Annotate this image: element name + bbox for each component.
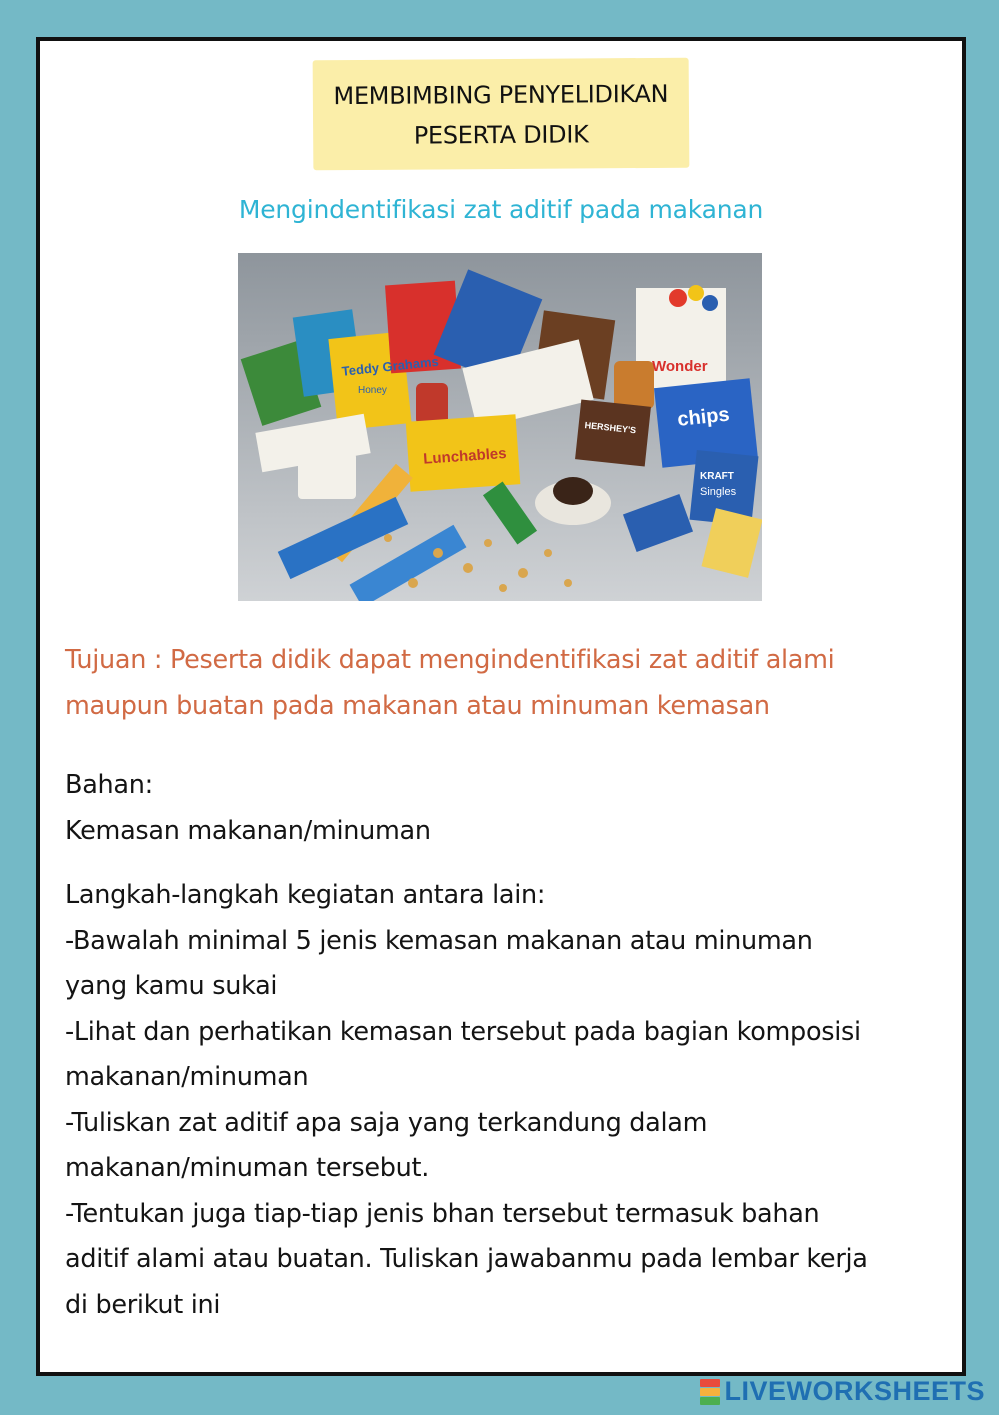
step-line: -Lihat dan perhatikan kemasan tersebut pada bagian komposisi xyxy=(65,1016,861,1047)
step-line: -Tentukan juga tiap-tiap jenis bhan tersebut termasuk bahan xyxy=(65,1198,820,1229)
lunchables-label: Lunchables xyxy=(422,444,508,468)
cupcake xyxy=(553,477,593,505)
steps-heading: Langkah-langkah kegiatan antara lain: xyxy=(65,880,546,910)
steps-section xyxy=(65,873,945,1328)
jar xyxy=(614,361,654,409)
step-line: aditif alami atau buatan. Tuliskan jawabanmu pada lembar kerja xyxy=(65,1244,868,1274)
materials-item: Kemasan makanan/minuman xyxy=(65,815,431,846)
dole-cup xyxy=(298,453,356,499)
brand-name: LIVEWORKSHEETS xyxy=(724,1376,985,1406)
wonder-label: Wonder xyxy=(652,358,708,375)
liveworksheets-brand[interactable] xyxy=(700,1376,985,1407)
materials-section xyxy=(65,763,945,854)
singles-label: Singles xyxy=(700,486,737,498)
step-line: -Bawalah minimal 5 jenis kemasan makanan atau minuman xyxy=(65,925,813,956)
liveworksheets-logo-icon xyxy=(700,1379,720,1405)
kraft-label: KRAFT xyxy=(700,471,734,482)
peanut-butter-jar xyxy=(416,383,448,425)
packaged-food-photo xyxy=(238,253,762,601)
packaged-food-illustration xyxy=(238,253,762,601)
teddy-label: Teddy Grahams xyxy=(341,353,440,379)
title-line-2: PESERTA DIDIK xyxy=(413,120,589,150)
step-line: di berikut ini xyxy=(65,1289,221,1320)
title-box xyxy=(313,58,690,171)
purpose-line-1: Tujuan : Peserta didik dapat mengindentifikasi zat aditif alami xyxy=(65,645,835,675)
purpose-line-2: maupun buatan pada makanan atau minuman kemasan xyxy=(65,691,770,721)
chips-label: chips xyxy=(676,403,731,431)
honey-label: Honey xyxy=(358,385,387,396)
title-line-1: MEMBIMBING PENYELIDIKAN xyxy=(333,79,669,111)
materials-label: Bahan: xyxy=(65,770,153,800)
step-line: yang kamu sukai xyxy=(65,971,278,1001)
subtitle: Mengindentifikasi zat aditif pada makanan xyxy=(238,195,764,224)
step-line: makanan/minuman tersebut. xyxy=(65,1153,430,1183)
purpose-section xyxy=(65,637,925,729)
hersheys-label: HERSHEY'S xyxy=(584,420,637,436)
step-line: makanan/minuman xyxy=(65,1062,309,1092)
hersheys-box xyxy=(575,400,651,467)
worksheet-page xyxy=(36,37,966,1376)
step-line: -Tuliskan zat aditif apa saja yang terkandung dalam xyxy=(65,1107,708,1138)
